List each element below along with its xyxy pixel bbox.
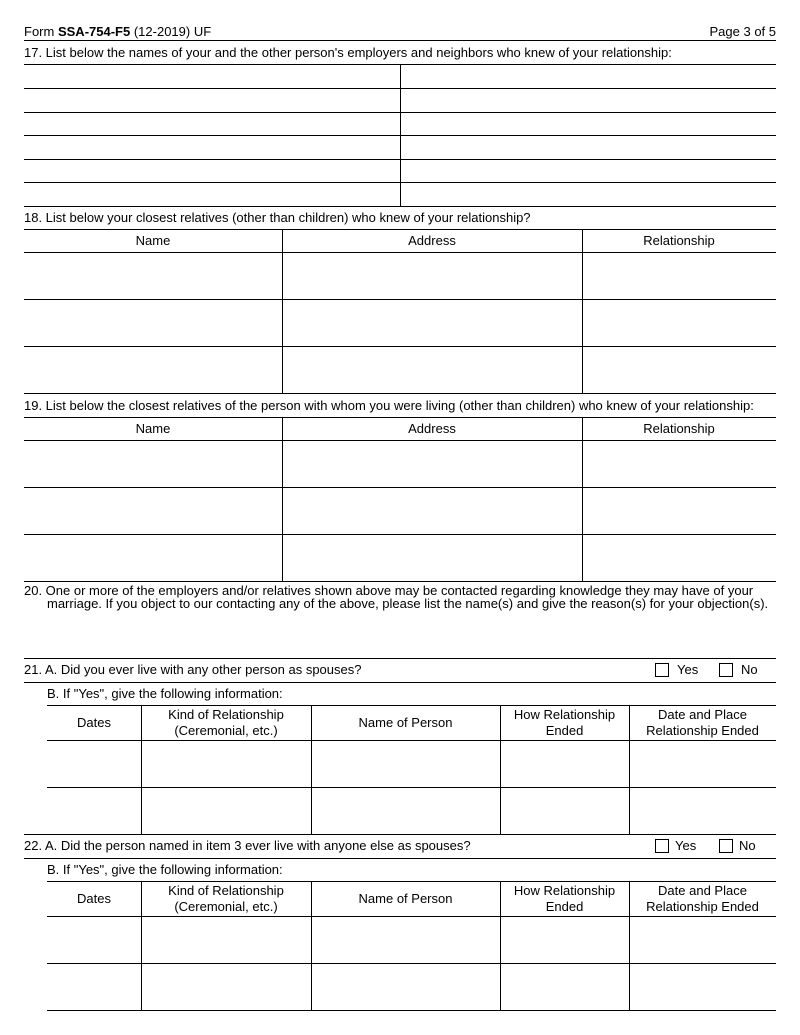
q22-name-1[interactable] (312, 917, 500, 963)
divider (24, 581, 776, 582)
q22-name-2[interactable] (312, 964, 500, 1010)
q17-right-entry-2[interactable] (401, 89, 776, 112)
q21-col-name: Name of Person (358, 715, 453, 730)
q18-col-relationship: Relationship (643, 233, 715, 248)
q22b-text: B. If "Yes", give the following information: (47, 862, 283, 877)
q18-relationship-1[interactable] (583, 253, 776, 299)
q18-name-3[interactable] (24, 347, 282, 393)
q20-text-line1: 20. One or more of the employers and/or relatives shown above may be contacted regarding knowledge they may have of your (24, 583, 754, 598)
q22-how-ended-1[interactable] (501, 917, 629, 963)
q22-col-dates: Dates (77, 891, 111, 906)
divider (24, 858, 776, 859)
q20-objection-field[interactable] (24, 614, 776, 658)
q19-relationship-3[interactable] (583, 535, 776, 581)
q22-dates-2[interactable] (47, 964, 141, 1010)
q18-relationship-3[interactable] (583, 347, 776, 393)
q17-right-entry-1[interactable] (401, 65, 776, 88)
q22a-text: 22. A. Did the person named in item 3 ever live with anyone else as spouses? (24, 838, 471, 853)
divider (24, 393, 776, 394)
q17-left-entry-6[interactable] (24, 183, 400, 206)
q22-date-place-2[interactable] (630, 964, 776, 1010)
q18-address-3[interactable] (283, 347, 582, 393)
q21-dates-1[interactable] (47, 741, 141, 787)
form-header (24, 24, 776, 40)
divider (24, 417, 776, 418)
q22a-yes-label: Yes (675, 838, 697, 853)
q17-text: 17. List below the names of your and the other person's employers and neighbors who knew of your relationship: (24, 45, 672, 60)
divider (24, 658, 776, 659)
q18-col-address: Address (408, 233, 456, 248)
q21-col-how-ended: How Relationship Ended (513, 707, 616, 738)
q22-col-name: Name of Person (358, 891, 453, 906)
q19-relationship-2[interactable] (583, 488, 776, 534)
q21-name-1[interactable] (312, 741, 500, 787)
page-number: Page 3 of 5 (709, 24, 776, 39)
divider (47, 705, 776, 706)
q22-col-kind: Kind of Relationship (Ceremonial, etc.) (168, 883, 284, 914)
q19-address-3[interactable] (283, 535, 582, 581)
q19-col-relationship: Relationship (643, 421, 715, 436)
q17-left-entry-3[interactable] (24, 113, 400, 136)
divider (47, 881, 776, 882)
q17-left-entry-2[interactable] (24, 89, 400, 112)
q21-how-ended-2[interactable] (501, 788, 629, 834)
q17-right-entry-4[interactable] (401, 136, 776, 159)
q22a-no-checkbox[interactable] (719, 839, 733, 853)
q21-kind-1[interactable] (142, 741, 311, 787)
q22-kind-1[interactable] (142, 917, 311, 963)
divider (24, 682, 776, 683)
q18-name-2[interactable] (24, 300, 282, 346)
q22a-yes-checkbox[interactable] (655, 839, 669, 853)
q22-how-ended-2[interactable] (501, 964, 629, 1010)
q21-dates-2[interactable] (47, 788, 141, 834)
q19-text: 19. List below the closest relatives of the person with whom you were living (other than children) who knew of your relationship: (24, 398, 754, 413)
q21b-text: B. If "Yes", give the following information: (47, 686, 283, 701)
q19-name-1[interactable] (24, 441, 282, 487)
q20-text-line2: marriage. If you object to our contacting any of the above, please list the name(s) and give the reason(s) for your objection(s). (47, 596, 769, 611)
divider (24, 206, 776, 207)
q21a-text: 21. A. Did you ever live with any other person as spouses? (24, 662, 362, 677)
q22-dates-1[interactable] (47, 917, 141, 963)
divider (24, 834, 776, 835)
q21-date-place-2[interactable] (630, 788, 776, 834)
q17-right-entry-5[interactable] (401, 160, 776, 182)
q17-left-entry-5[interactable] (24, 160, 400, 182)
q19-col-name: Name (135, 421, 171, 436)
q22-col-date-place: Date and Place Relationship Ended (646, 883, 759, 914)
row-line (47, 1010, 776, 1011)
q17-right-entry-3[interactable] (401, 113, 776, 136)
q21-date-place-1[interactable] (630, 741, 776, 787)
q18-address-2[interactable] (283, 300, 582, 346)
form-number: SSA-754-F5 (57, 24, 131, 39)
q21a-yes-label: Yes (677, 662, 699, 677)
form-id: Form SSA-754-F5 (12-2019) UF (24, 24, 212, 39)
q19-address-2[interactable] (283, 488, 582, 534)
q18-address-1[interactable] (283, 253, 582, 299)
q21a-yes-checkbox[interactable] (655, 663, 669, 677)
q21-col-dates: Dates (77, 715, 111, 730)
q22-col-how-ended: How Relationship Ended (513, 883, 616, 914)
q21-how-ended-1[interactable] (501, 741, 629, 787)
q22-date-place-1[interactable] (630, 917, 776, 963)
q21-col-kind: Kind of Relationship (Ceremonial, etc.) (168, 707, 284, 738)
q19-relationship-1[interactable] (583, 441, 776, 487)
q17-left-entry-1[interactable] (24, 65, 400, 88)
q21-col-date-place: Date and Place Relationship Ended (646, 707, 759, 738)
q17-left-entry-4[interactable] (24, 136, 400, 159)
q18-relationship-2[interactable] (583, 300, 776, 346)
q19-col-address: Address (408, 421, 456, 436)
q19-address-1[interactable] (283, 441, 582, 487)
q19-name-3[interactable] (24, 535, 282, 581)
q18-name-1[interactable] (24, 253, 282, 299)
q21a-no-checkbox[interactable] (719, 663, 733, 677)
q21-kind-2[interactable] (142, 788, 311, 834)
divider (24, 40, 776, 41)
q22-kind-2[interactable] (142, 964, 311, 1010)
q17-right-entry-6[interactable] (401, 183, 776, 206)
q21a-no-label: No (741, 662, 758, 677)
q22a-no-label: No (739, 838, 756, 853)
divider (24, 229, 776, 230)
q18-text: 18. List below your closest relatives (other than children) who knew of your relationship? (24, 210, 531, 225)
q18-col-name: Name (135, 233, 171, 248)
q21-name-2[interactable] (312, 788, 500, 834)
q19-name-2[interactable] (24, 488, 282, 534)
